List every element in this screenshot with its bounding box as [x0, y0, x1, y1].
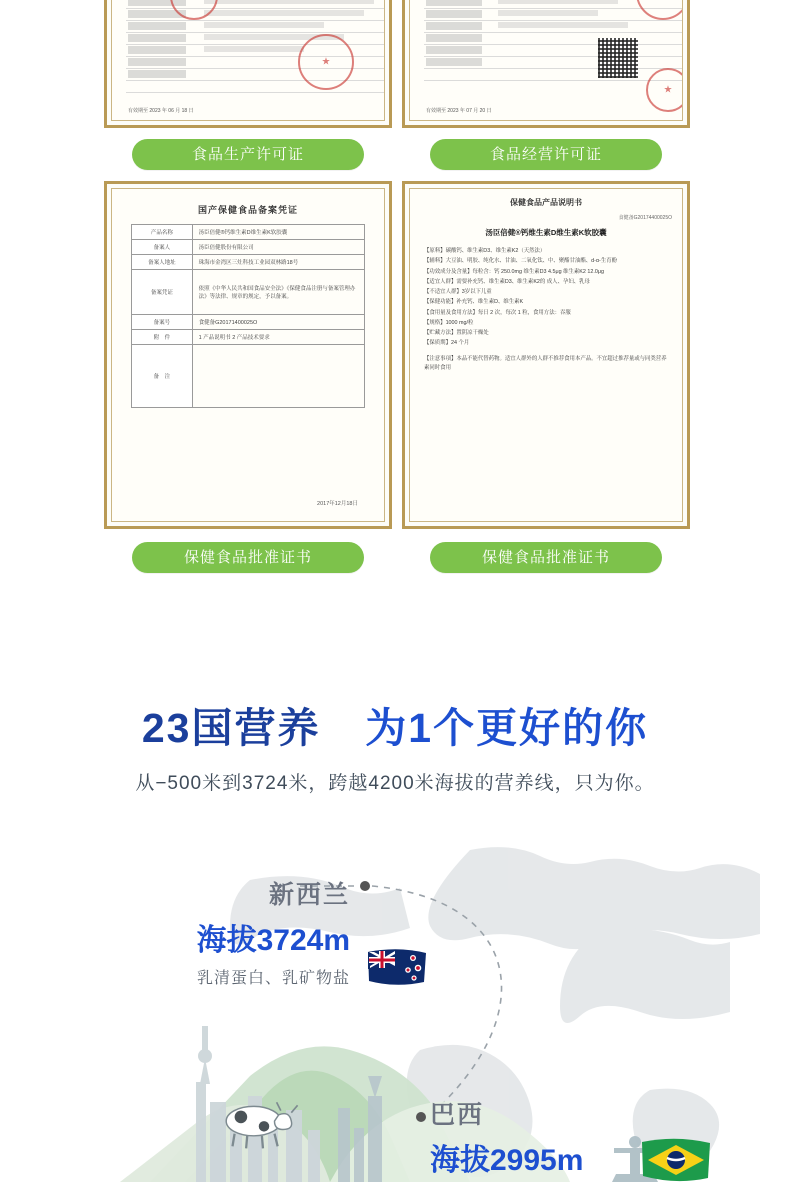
- world-map-section: [0, 840, 790, 1182]
- list-item: 【辅料】大豆油、明胶、纯化水、甘油、二氧化钛、中、聚酯甘油酯、d-α-生育酚: [424, 258, 617, 265]
- certificate-food-business-license: [402, 0, 690, 128]
- new-zealand-flag-icon: [366, 946, 428, 986]
- map-dot-brazil: [416, 1112, 426, 1122]
- map-dot-new-zealand: [360, 881, 370, 891]
- certificate-health-food-filing: [104, 181, 392, 529]
- table-row: [132, 225, 365, 240]
- table-cell-value: [192, 345, 364, 408]
- table-row: [132, 240, 365, 255]
- world-map-illustration: [0, 840, 790, 1182]
- table-cell-value: 食健备G20171400025O: [192, 315, 364, 330]
- official-stamp-icon: [298, 34, 354, 90]
- label-health-food-filing: 保健食品批准证书: [132, 542, 364, 573]
- table-cell-key: 产品名称: [132, 225, 193, 240]
- headline-subtitle: 从−500米到3724米，跨越4200米海拔的营养线，只为你。: [135, 773, 655, 794]
- list-item: 【功效成分及含量】每粒含：钙 250.0mg 维生素D3 4.5μg 维生素K2 12.0μg: [424, 268, 604, 275]
- certificate-validity: 有效期至 2023 年 06 月 18 日: [128, 108, 194, 114]
- table-cell-key: 备案人地址: [132, 255, 193, 270]
- altitude-value: 海拔2995m: [430, 1144, 584, 1177]
- label-health-food-spec: 保健食品批准证书: [430, 542, 662, 573]
- certificate-health-food-spec: [402, 181, 690, 529]
- country-name: 巴西: [430, 1101, 485, 1129]
- map-label-new-zealand: [190, 875, 350, 988]
- label-food-production-license: 食品生产许可证: [132, 139, 364, 170]
- ingredient-desc: 乳清蛋白、乳矿物盐: [196, 970, 350, 987]
- altitude-value: 海拔3724m: [196, 924, 350, 957]
- map-label-brazil: [430, 1095, 583, 1179]
- table-row: [132, 330, 365, 345]
- certificate-title: 国产保健食品备案凭证: [197, 205, 298, 215]
- official-stamp-icon: [636, 0, 683, 20]
- list-item: 【规格】1000 mg/粒: [424, 319, 474, 326]
- list-item: 【原料】碳酸钙、维生素D3、维生素K2（天然法）: [424, 248, 546, 254]
- headline-main: 23国营养: [141, 705, 321, 751]
- list-item: 【贮藏方法】置阴凉干燥处: [424, 330, 489, 337]
- record-number: 食健备G20174400025O: [618, 215, 672, 221]
- page-title: [0, 695, 790, 754]
- table-cell-value: 1 产品说明书 2 产品技术要求: [192, 330, 364, 345]
- list-item: 【适宜人群】需要补充钙、维生素D3、维生素K2的 成人、孕妇、乳母: [424, 278, 590, 285]
- table-cell-key: 备案号: [132, 315, 193, 330]
- certificate-title: 保健食品产品说明书: [510, 198, 582, 207]
- table-cell-value: 依照《中华人民共和国食品安全法》《保健食品注册与备案管理办法》等法律、规章的规定，予以备案。: [192, 270, 364, 315]
- table-cell-value: 汤臣倍健股份有限公司: [192, 240, 364, 255]
- headline-section: [0, 695, 790, 795]
- table-cell-key: 备案凭证: [132, 270, 193, 315]
- table-row: [132, 270, 365, 315]
- table-cell-value: 汤臣倍健®钙维生素D维生素K软胶囊: [192, 225, 364, 240]
- certificate-food-production-license: [104, 0, 392, 128]
- filing-table: [131, 224, 365, 408]
- list-item: 【食用量及食用方法】每日 2 次，每次 1 粒，食用方法：吞服: [424, 309, 571, 316]
- list-item: 【保健功能】补充钙、维生素D、维生素K: [424, 299, 524, 306]
- headline-sub: 为1个更好的你: [365, 705, 649, 751]
- table-cell-key: 附 件: [132, 330, 193, 345]
- list-item: 【保质期】24 个月: [424, 340, 470, 347]
- qr-code-icon: [598, 38, 638, 78]
- certificate-validity: 有效期至 2023 年 07 月 20 日: [426, 108, 492, 114]
- table-cell-key: 备案人: [132, 240, 193, 255]
- table-cell-value: 珠海市金湾区三灶科技工业园双林路18号: [192, 255, 364, 270]
- spec-list: [424, 246, 668, 349]
- list-item: 【不适宜人群】3岁以下儿童: [424, 289, 492, 296]
- table-row: [132, 345, 365, 408]
- country-name: 新西兰: [268, 881, 350, 909]
- spec-note: 【注意事项】本品不能代替药物。适宜人群外的人群不推荐食用本产品。不宜超过推荐量或与同类营养素同时食用: [424, 355, 667, 372]
- table-row: [132, 315, 365, 330]
- official-stamp-icon: [646, 68, 683, 112]
- table-row: [132, 255, 365, 270]
- filing-date: 2017年12月18日: [317, 501, 358, 507]
- brazil-flag-icon: [640, 1136, 712, 1182]
- label-food-business-license: 食品经营许可证: [430, 139, 662, 170]
- product-name: 汤臣倍健®钙维生素D维生素K软胶囊: [485, 228, 607, 237]
- table-cell-key: 备 注: [132, 345, 193, 408]
